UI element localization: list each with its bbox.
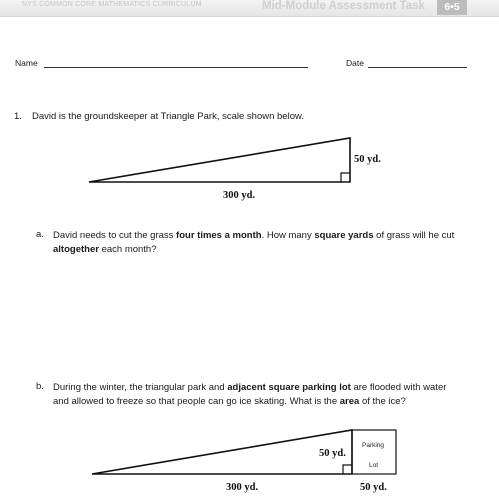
triangle-figure-1	[89, 138, 381, 201]
triangle-park-1	[89, 138, 350, 182]
height-label-1: 50 yd.	[354, 154, 381, 165]
base-label-2: 300 yd.	[226, 482, 259, 493]
height-label-2: 50 yd.	[319, 448, 346, 459]
assessment-title: Mid-Module Assessment Task	[262, 0, 425, 12]
question-text: David is the groundskeeper at Triangle Park, scale shown below.	[32, 111, 304, 122]
part-b-emphasis: area	[339, 395, 360, 407]
parking-lot-label-line2: Lot	[369, 462, 379, 469]
part-a-emphasis: square yards	[314, 230, 374, 241]
part-a-emphasis: four times a month	[176, 230, 262, 241]
date-label: Date	[346, 58, 364, 68]
question-number: 1.	[14, 111, 22, 122]
parking-lot-label-line1: Parking	[362, 442, 385, 449]
triangle-figure-2	[92, 430, 396, 493]
part-a-seg: each month?	[98, 243, 157, 255]
right-angle-mark-1	[341, 173, 350, 182]
part-a-seg: . How many	[261, 230, 315, 241]
part-b-text	[53, 381, 463, 408]
name-label: Name	[15, 58, 38, 68]
triangle-park-2	[92, 430, 352, 474]
part-a-seg: David needs to cut the grass	[53, 230, 177, 241]
lot-side-label: 50 yd.	[360, 482, 387, 493]
part-a-emphasis: altogether	[53, 243, 99, 255]
part-b-seg: are flooded with water and allowed to freeze so that people can go ice skating. What is the	[53, 382, 447, 407]
part-b-emphasis: adjacent square parking lot	[227, 382, 351, 393]
base-label-1: 300 yd.	[223, 190, 256, 201]
part-b-seg: During the winter, the triangular park and	[53, 382, 228, 393]
module-badge: 6•5	[437, 0, 467, 15]
part-a-label: a.	[36, 229, 44, 240]
part-b-seg: of the ice?	[359, 395, 406, 407]
part-a-seg: of grass will he cut	[373, 230, 455, 241]
curriculum-label: NYS COMMON CORE MATHEMATICS CURRICULUM	[22, 1, 202, 8]
part-b-label: b.	[36, 381, 44, 392]
right-angle-mark-2	[343, 465, 352, 474]
part-a-text	[53, 229, 463, 256]
